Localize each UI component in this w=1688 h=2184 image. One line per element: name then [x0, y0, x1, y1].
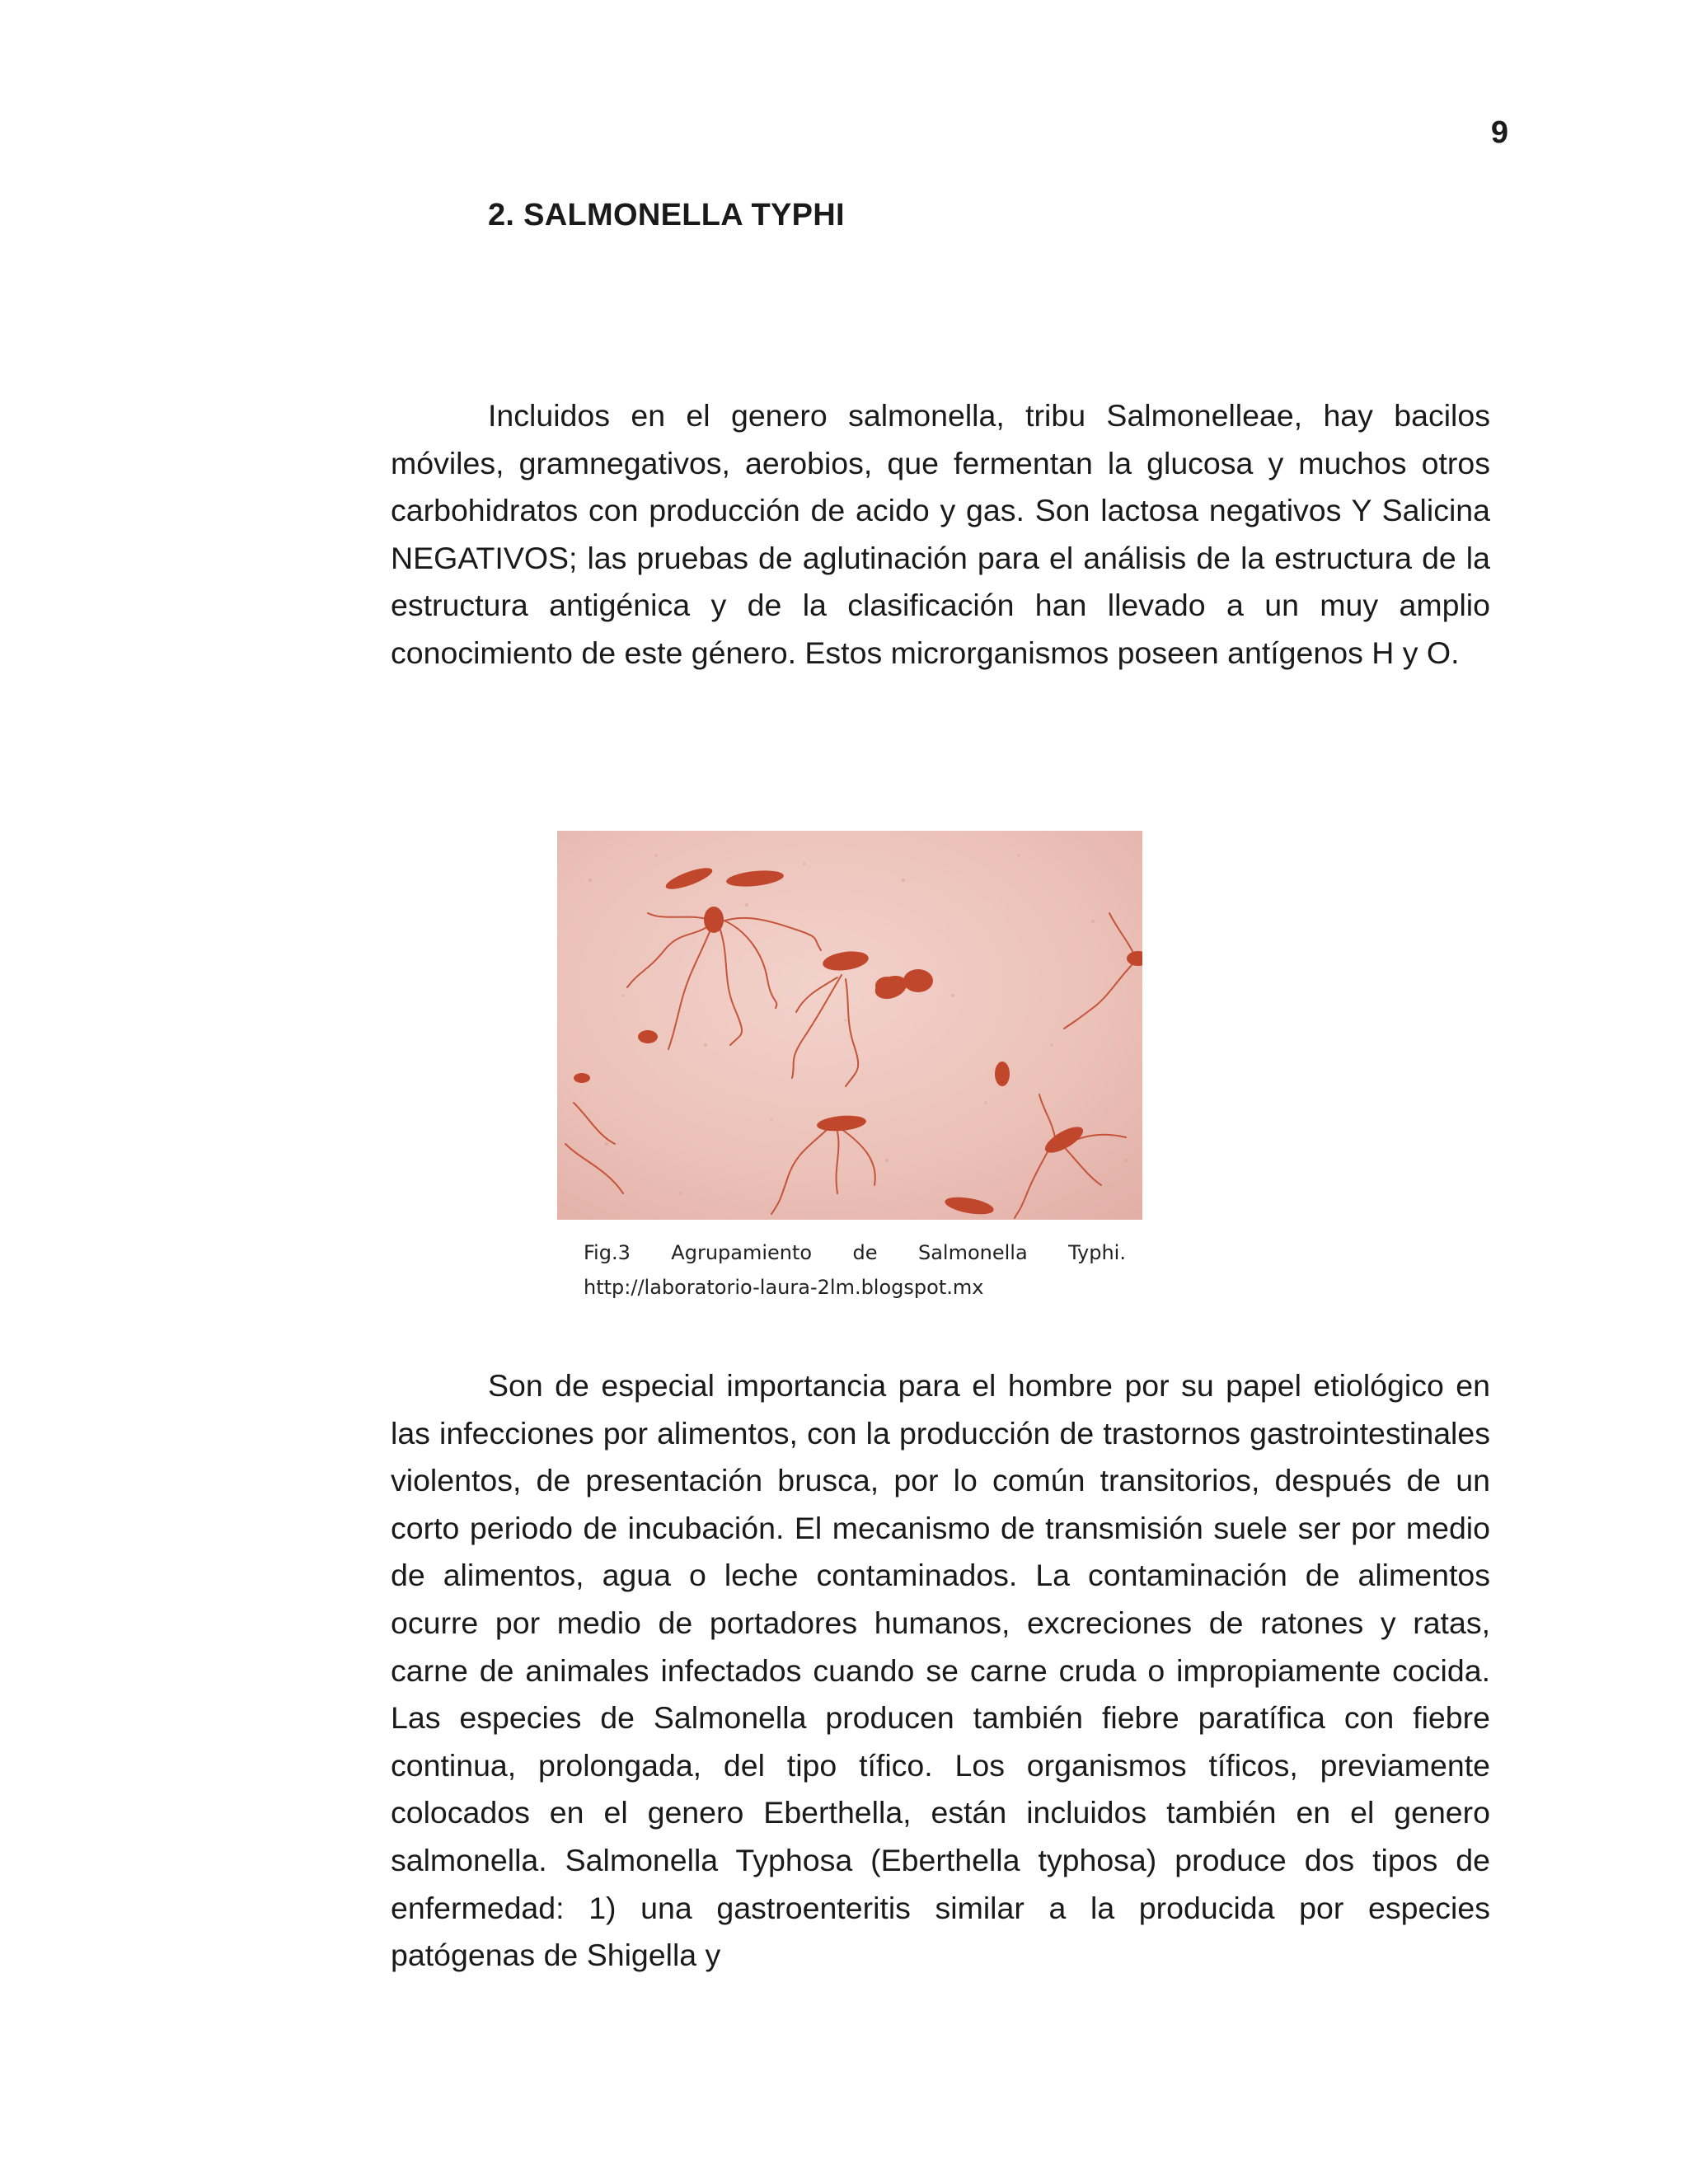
page-number: 9	[1490, 115, 1508, 150]
caption-word: Fig.3	[584, 1241, 631, 1264]
caption-word: Typhi.	[1068, 1241, 1126, 1264]
figure-caption	[584, 1235, 1126, 1305]
caption-word: de	[852, 1241, 878, 1264]
caption-word: Salmonella	[917, 1241, 1028, 1264]
caption-word: Agrupamiento	[671, 1241, 813, 1264]
caption-source-url: http://laboratorio-laura-2lm.blogspot.mx	[584, 1276, 984, 1299]
micrograph-figure	[557, 831, 1142, 1220]
section-heading: 2. SALMONELLA TYPHI	[488, 198, 845, 232]
body-paragraph: Son de especial importancia para el hombre por su papel etiológico en las infecciones por alimentos, con la producción de trastornos gastrointestinales violentos, de presentación brusca, por lo común transitorios, después de un corto periodo de incubación. El mecanismo de transmisión suele ser por medio de alimentos, agua o leche contaminados. La contaminación de alimentos ocurre por medio de portadores humanos, excreciones de ratones y ratas, carne de animales infectados cuando se carne cruda o impropiamente cocida. Las especies de Salmonella producen también fiebre paratífica con fiebre continua, prolongada, del tipo tífico. Los organismos tíficos, previamente colocados en el genero Eberthella, están incluidos también en el genero salmonella. Salmonella Typhosa (Eberthella typhosa) produce dos tipos de enfermedad: 1) una gastroenteritis similar a la producida por especies patógenas de Shigella y	[391, 1368, 1490, 1973]
body-paragraph: Incluidos en el genero salmonella, tribu Salmonelleae, hay bacilos móviles, gramnegativos, aerobios, que fermentan la glucosa y muchos otros carbohidratos con producción de acido y gas. Son lactosa negativos Y Salicina NEGATIVOS; las pruebas de aglutinación para el análisis de la estructura de la estructura antigénica y de la clasificación han llevado a un muy amplio conocimiento de este género. Estos microrganismos poseen antígenos H y O.	[391, 398, 1490, 670]
caption-title	[584, 1235, 1126, 1270]
salmonella-micrograph-image	[557, 831, 1142, 1220]
